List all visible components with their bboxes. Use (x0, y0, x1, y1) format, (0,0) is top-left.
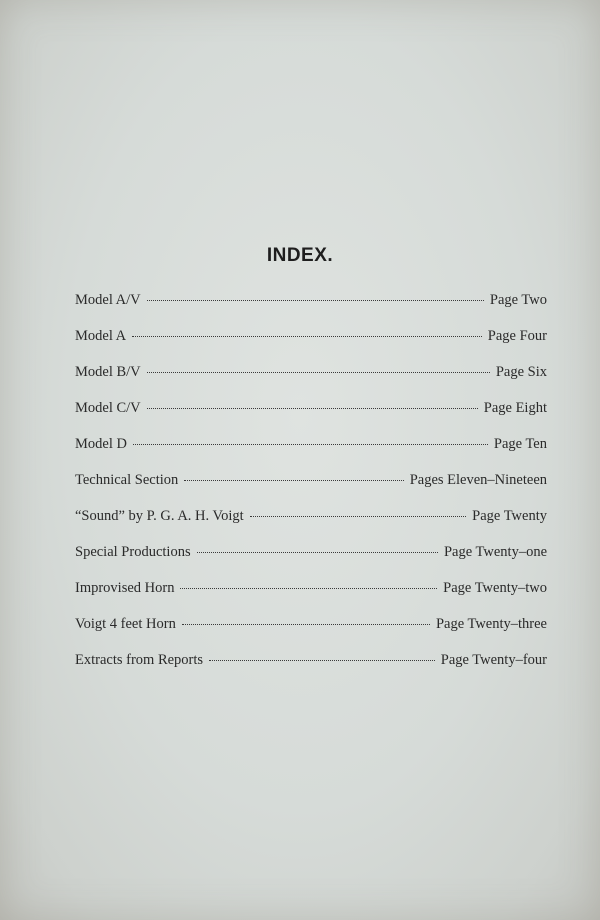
entry-label: Improvised Horn (75, 580, 175, 596)
entry-label: “Sound” by P. G. A. H. Voigt (75, 508, 244, 524)
entry-label: Voigt 4 feet Horn (75, 616, 176, 632)
dot-leader (147, 408, 478, 409)
entry-label: Technical Section (75, 472, 179, 488)
entry-page: Page Six (495, 364, 547, 380)
dot-leader (184, 480, 403, 481)
dot-leader (180, 588, 437, 589)
entry-page: Page Two (489, 292, 547, 308)
index-entry (75, 616, 547, 652)
dot-leader (209, 660, 435, 661)
entry-label: Extracts from Reports (75, 652, 204, 668)
dot-leader (182, 624, 430, 625)
entry-page: Page Four (487, 328, 547, 344)
entry-page: Page Twenty–two (443, 580, 547, 596)
page-title: INDEX. (266, 245, 334, 266)
index-entry (75, 472, 547, 508)
index-entry (75, 292, 547, 328)
dot-leader (133, 444, 488, 445)
index-entry (75, 328, 547, 364)
index-entry (75, 400, 547, 436)
entry-label: Model D (75, 436, 127, 452)
entry-page: Page Twenty–four (440, 652, 547, 668)
entry-page: Page Twenty–one (443, 544, 547, 560)
index-entry (75, 544, 547, 580)
entry-page: Pages Eleven–Nineteen (409, 472, 547, 488)
index-entry (75, 580, 547, 616)
dot-leader (132, 336, 482, 337)
entry-label: Model A/V (75, 292, 141, 308)
index-entry (75, 436, 547, 472)
entry-label: Model B/V (75, 364, 141, 380)
entry-label: Model A (75, 328, 127, 344)
index-list (75, 292, 547, 688)
entry-page: Page Eight (483, 400, 547, 416)
index-entry (75, 508, 547, 544)
entry-page: Page Twenty (472, 508, 547, 524)
dot-leader (250, 516, 467, 517)
dot-leader (147, 300, 484, 301)
entry-page: Page Ten (493, 436, 547, 452)
index-entry (75, 364, 547, 400)
entry-label: Special Productions (75, 544, 191, 560)
index-entry (75, 652, 547, 688)
entry-page: Page Twenty–three (435, 616, 547, 632)
dot-leader (147, 372, 490, 373)
entry-label: Model C/V (75, 400, 141, 416)
dot-leader (197, 552, 438, 553)
